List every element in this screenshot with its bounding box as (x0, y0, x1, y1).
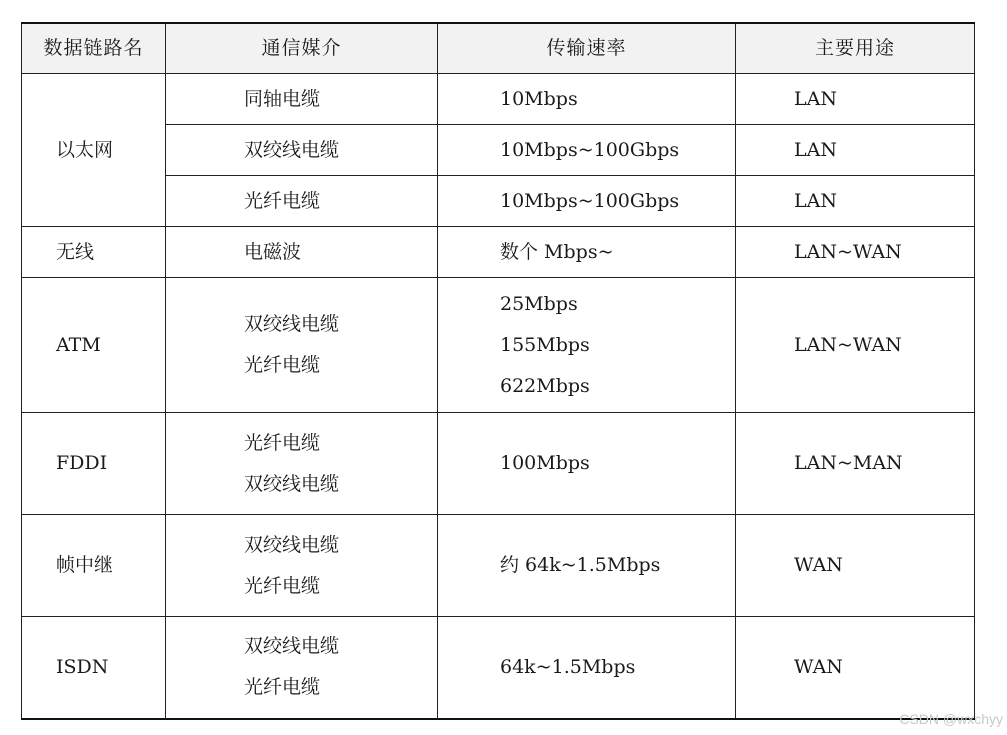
speed-cell (438, 227, 736, 278)
medium-cell (166, 617, 438, 719)
header-usage: 主要用途 (736, 23, 975, 74)
speed-cell (438, 278, 736, 413)
medium-line: 双绞线电缆 (244, 472, 340, 495)
header-row (22, 23, 975, 74)
medium-line: 双绞线电缆 (244, 138, 340, 161)
medium-cell (166, 413, 438, 515)
medium-cell (166, 515, 438, 617)
speed-cell (438, 617, 736, 719)
medium-line: 同轴电缆 (244, 87, 321, 110)
table-row (22, 278, 975, 413)
speed-cell (438, 74, 736, 125)
link-name-cell: FDDI (22, 413, 166, 515)
table-row (22, 617, 975, 719)
usage-cell: LAN (736, 125, 975, 176)
medium-line: 双绞线电缆 (244, 313, 340, 335)
medium-line: 双绞线电缆 (244, 635, 340, 658)
speed-line: 约 64k~1.5Mbps (500, 554, 661, 576)
speed-line: 10Mbps~100Gbps (500, 138, 680, 161)
header-medium: 通信媒介 (166, 23, 438, 74)
link-name-cell: 帧中继 (22, 515, 166, 617)
medium-cell (166, 176, 438, 227)
link-name-cell: ATM (22, 278, 166, 413)
link-name-cell: ISDN (22, 617, 166, 719)
medium-line: 光纤电缆 (244, 574, 321, 597)
link-name-cell: 以太网 (22, 74, 166, 227)
medium-line: 光纤电缆 (244, 354, 321, 376)
speed-line: 25Mbps (500, 292, 578, 315)
speed-line: 64k~1.5Mbps (500, 655, 636, 678)
speed-line: 100Mbps (500, 452, 590, 474)
medium-cell (166, 278, 438, 413)
table-row (22, 413, 975, 515)
link-name-cell: 无线 (22, 227, 166, 278)
speed-line: 155Mbps (500, 333, 590, 356)
usage-cell: WAN (736, 617, 975, 719)
header-link-name: 数据链路名 (22, 23, 166, 74)
usage-cell: LAN (736, 176, 975, 227)
speed-line: 数个 Mbps~ (500, 240, 614, 263)
data-link-table (21, 22, 975, 720)
medium-line: 光纤电缆 (244, 676, 321, 699)
medium-cell (166, 125, 438, 176)
medium-cell (166, 74, 438, 125)
usage-cell: LAN~WAN (736, 227, 975, 278)
speed-line: 622Mbps (500, 374, 590, 397)
speed-line: 10Mbps (500, 87, 578, 110)
medium-line: 电磁波 (244, 240, 302, 263)
table-row (22, 515, 975, 617)
speed-line: 10Mbps~100Gbps (500, 189, 680, 212)
speed-cell (438, 125, 736, 176)
usage-cell: LAN~MAN (736, 413, 975, 515)
table-row (22, 227, 975, 278)
speed-cell (438, 413, 736, 515)
medium-line: 双绞线电缆 (244, 533, 340, 556)
usage-cell: WAN (736, 515, 975, 617)
medium-line: 光纤电缆 (244, 189, 321, 212)
speed-cell (438, 176, 736, 227)
medium-line: 光纤电缆 (244, 431, 321, 454)
header-speed: 传输速率 (438, 23, 736, 74)
watermark: CSDN @wxchyy (899, 711, 1003, 727)
usage-cell: LAN~WAN (736, 278, 975, 413)
table-row (22, 74, 975, 125)
medium-cell (166, 227, 438, 278)
usage-cell: LAN (736, 74, 975, 125)
speed-cell (438, 515, 736, 617)
